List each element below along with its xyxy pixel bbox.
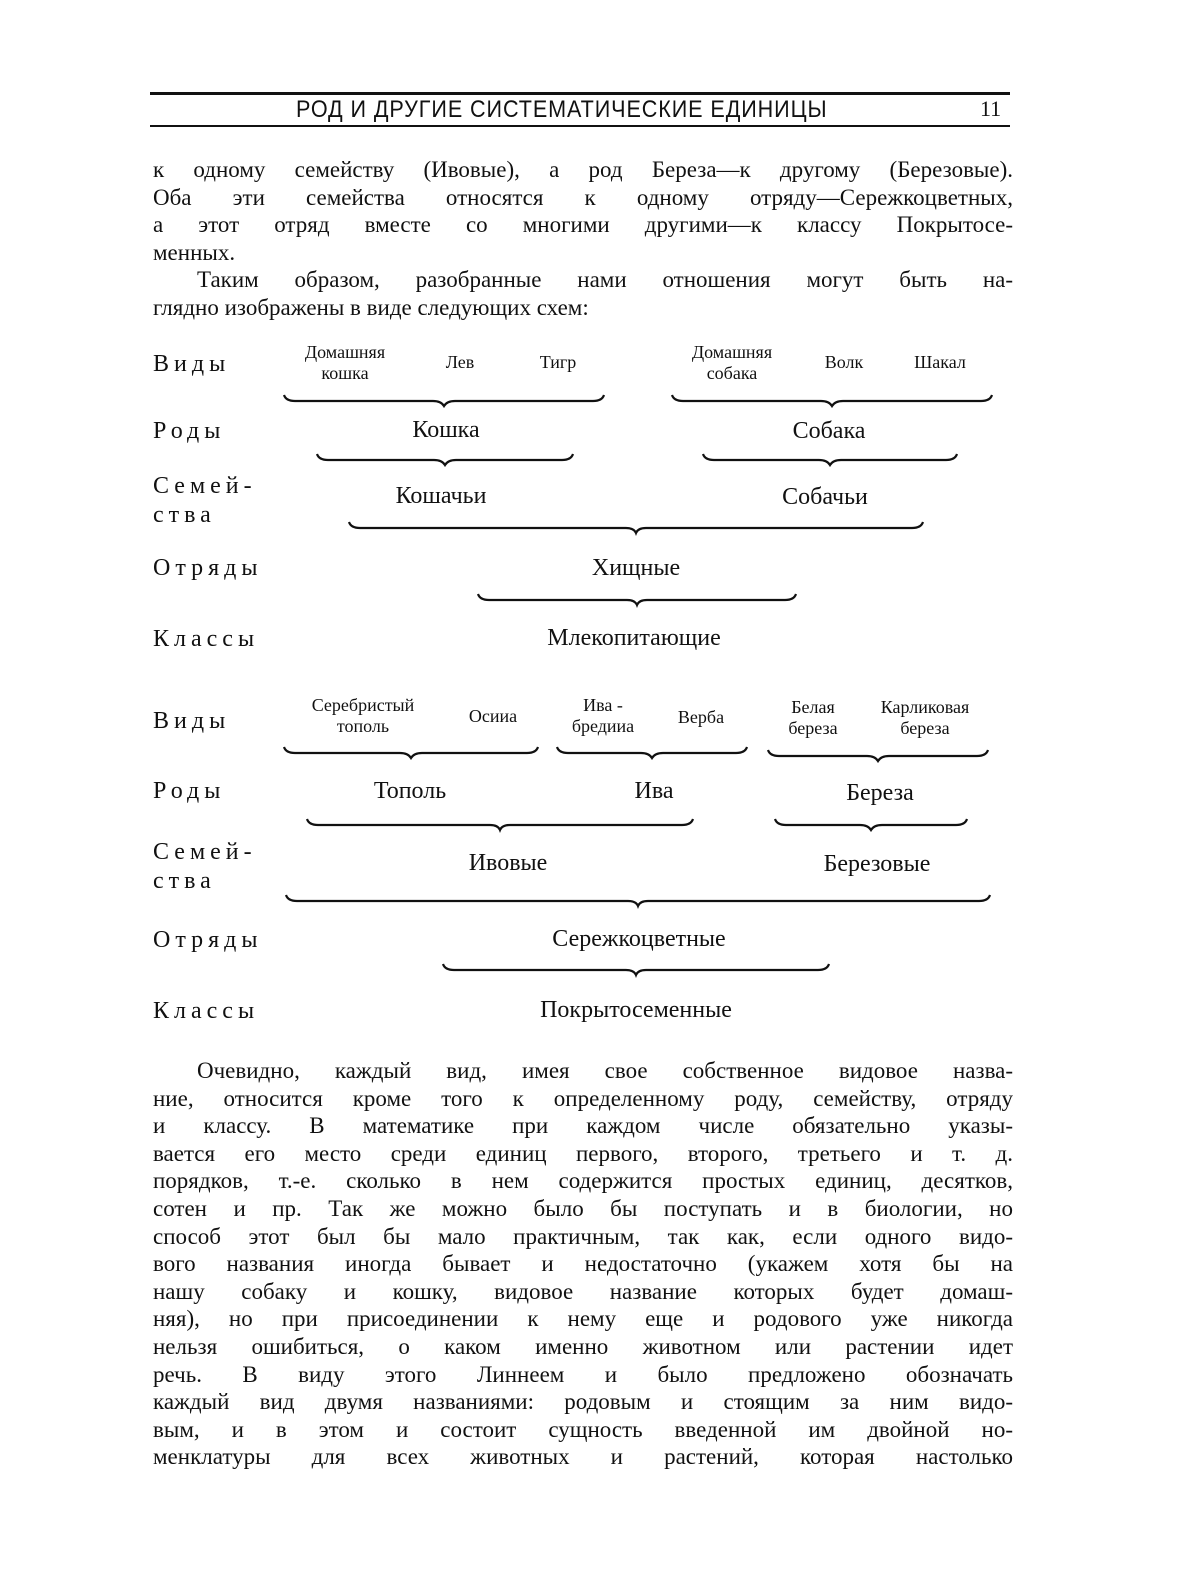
species-tiger: Тигр bbox=[539, 352, 577, 372]
species-lion: Лев bbox=[445, 352, 475, 372]
text-line: вается его место среди единиц первого, второго, третьего и т. д. bbox=[153, 1140, 1013, 1166]
species-name: Серебристый bbox=[311, 695, 415, 715]
row-label-orders: Отряды bbox=[153, 927, 263, 953]
header-top-rule bbox=[150, 92, 1010, 95]
text-line: нашу собаку и кошку, видовое название которых будет домаш- bbox=[153, 1278, 1013, 1304]
species-name: Домашняя bbox=[691, 342, 773, 362]
genus-birch: Береза bbox=[846, 780, 914, 806]
text-line: ние, относится кроме того к определенному роду, семейству, отряду bbox=[153, 1085, 1013, 1111]
grouping-brace bbox=[442, 962, 830, 976]
class-angiosperms: Покрытосеменные bbox=[540, 997, 732, 1023]
text-line: сотен и пр. Так же можно было бы поступать и в биологии, но bbox=[153, 1195, 1013, 1221]
species-silver-birch bbox=[788, 697, 837, 739]
row-label-families: Семей- bbox=[153, 473, 257, 499]
grouping-brace bbox=[283, 393, 605, 407]
species-aspen: Осииа bbox=[468, 706, 518, 726]
species-name: Белая bbox=[791, 697, 835, 717]
page-number: 11 bbox=[980, 96, 1002, 121]
grouping-brace bbox=[702, 452, 958, 466]
row-label-genera: Роды bbox=[153, 418, 226, 444]
text-line: Оба эти семейства относятся к одному отряду—Сережкоцветных, bbox=[153, 184, 1013, 210]
text-line: Очевидно, каждый вид, имея свое собственное видовое назва- bbox=[197, 1058, 1013, 1083]
text-line: менклатуры для всех животных и растений, которая настолько bbox=[153, 1444, 1013, 1470]
text-line: а этот отряд вместе со многими другими—к классу Покрытосе- bbox=[153, 212, 1013, 238]
grouping-brace bbox=[316, 452, 574, 466]
genus-willow: Ива bbox=[634, 778, 674, 804]
grouping-brace bbox=[671, 393, 993, 407]
order-carnivora: Хищные bbox=[591, 555, 681, 581]
species-name: кошка bbox=[321, 363, 369, 383]
row-label-families: Семей- bbox=[153, 839, 257, 865]
genus-poplar: Тополь bbox=[373, 778, 447, 804]
row-label-families-cont: ства bbox=[153, 868, 216, 894]
row-label-species: Виды bbox=[153, 708, 231, 734]
row-label-genera: Роды bbox=[153, 778, 226, 804]
genus-dog: Собака bbox=[792, 418, 866, 444]
text-line: порядков, т.-е. сколько в нем содержится простых единиц, десятков, bbox=[153, 1168, 1013, 1194]
species-jackal: Шакал bbox=[914, 352, 966, 372]
body-paragraph bbox=[153, 1057, 1013, 1471]
text-line: няя), но при присоединении к нему еще и родового уже никогда bbox=[153, 1306, 1013, 1332]
row-label-species: Виды bbox=[153, 351, 231, 377]
intro-paragraph bbox=[153, 156, 1013, 322]
species-name: Ива - bbox=[583, 695, 623, 715]
grouping-brace bbox=[285, 893, 991, 907]
family-felidae: Кошачьи bbox=[395, 483, 487, 509]
family-salicaceae: Ивовые bbox=[468, 850, 548, 876]
species-domestic-dog bbox=[692, 342, 772, 384]
species-name: Карликовая bbox=[880, 697, 970, 717]
text-line: глядно изображены в виде следующих схем: bbox=[153, 294, 589, 320]
species-name: тополь bbox=[336, 716, 390, 736]
text-line: Таким образом, разобранные нами отношения могут быть на- bbox=[197, 267, 1013, 293]
text-line: и классу. В математике при каждом числе обязательно указы- bbox=[153, 1113, 1013, 1139]
species-dwarf-birch bbox=[881, 697, 970, 739]
grouping-brace bbox=[556, 745, 748, 759]
row-label-classes: Классы bbox=[153, 998, 260, 1024]
text-line: менных. bbox=[153, 239, 236, 265]
species-name: собака bbox=[706, 363, 758, 383]
grouping-brace bbox=[767, 748, 989, 762]
family-canidae: Собачьи bbox=[782, 484, 868, 510]
species-goat-willow bbox=[572, 695, 634, 737]
genus-cat: Кошка bbox=[412, 417, 480, 443]
family-betulaceae: Березовые bbox=[823, 851, 931, 877]
species-wolf: Волк bbox=[824, 352, 864, 372]
row-label-families-cont: ства bbox=[153, 502, 216, 528]
text-line: нельзя ошибиться, о каком именно животном или растении идет bbox=[153, 1333, 1013, 1359]
grouping-brace bbox=[283, 745, 539, 759]
species-pussy-willow: Верба bbox=[677, 707, 725, 727]
species-name: береза bbox=[788, 718, 838, 738]
species-name: бредииа bbox=[571, 716, 635, 736]
running-header-title: РОД И ДРУГИЕ СИСТЕМАТИЧЕСКИЕ ЕДИНИЦЫ bbox=[296, 96, 828, 123]
header-bottom-rule bbox=[150, 125, 1010, 127]
species-silver-poplar bbox=[312, 695, 415, 737]
text-line: способ этот был бы мало практичным, так как, если одного видо- bbox=[153, 1223, 1013, 1249]
grouping-brace bbox=[774, 817, 968, 831]
order-amentiferae: Сережкоцветные bbox=[552, 926, 726, 952]
text-line: вого названия иногда бывает и недостаточно (укажем хотя бы на bbox=[153, 1251, 1013, 1277]
row-label-orders: Отряды bbox=[153, 555, 263, 581]
text-line: вым, и в этом и состоит сущность введенной им двойной но- bbox=[153, 1416, 1013, 1442]
grouping-brace bbox=[306, 817, 694, 831]
row-label-classes: Классы bbox=[153, 626, 260, 652]
grouping-brace bbox=[477, 592, 797, 606]
species-name: береза bbox=[900, 718, 950, 738]
species-domestic-cat bbox=[305, 342, 385, 384]
grouping-brace bbox=[348, 520, 924, 534]
text-line: речь. В виду этого Линнеем и было предложено обозначать bbox=[153, 1361, 1013, 1387]
text-line: каждый вид двумя названиями: родовым и стоящим за ним видо- bbox=[153, 1389, 1013, 1415]
class-mammalia: Млекопитающие bbox=[547, 625, 721, 651]
text-line: к одному семейству (Ивовые), а род Береза—к другому (Березовые). bbox=[153, 157, 1013, 182]
species-name: Домашняя bbox=[304, 342, 386, 362]
